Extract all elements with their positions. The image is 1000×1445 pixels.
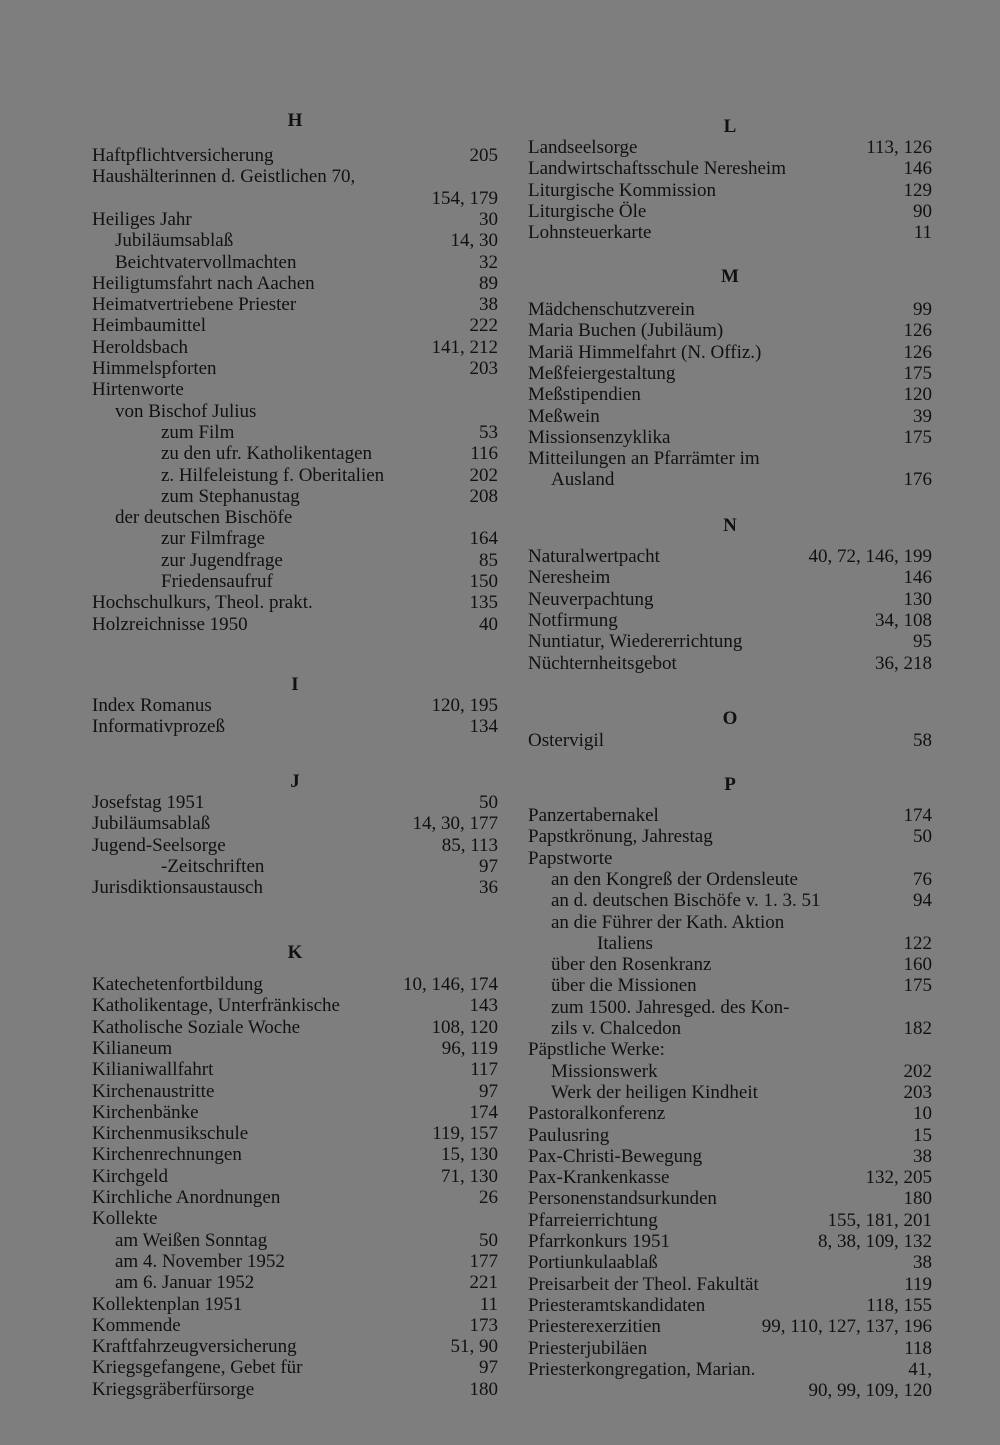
- entry-term: Kirchliche Anordnungen: [92, 1187, 281, 1208]
- index-entry: [528, 1039, 932, 1061]
- entry-term: Hirtenworte: [92, 379, 184, 401]
- entry-term: Mädchenschutzverein: [528, 299, 695, 320]
- entry-pages: 85, 113: [441, 834, 498, 856]
- index-entry: [92, 1272, 498, 1294]
- index-entry: [528, 1380, 932, 1402]
- entry-pages: 30: [479, 208, 498, 230]
- section-letter-o: O: [722, 708, 738, 729]
- entry-term: Jurisdiktionsaustausch: [92, 877, 263, 899]
- entry-pages: 119: [904, 1273, 932, 1295]
- entry-term: Liturgische Kommission: [528, 179, 717, 201]
- entry-term: -Zeitschriften: [161, 855, 265, 877]
- entry-term: Informativprozeß: [92, 716, 225, 738]
- index-entry: [92, 1294, 498, 1316]
- index-entry: [528, 469, 932, 491]
- entry-term: Priesterexerzitien: [528, 1316, 661, 1338]
- entry-pages: 108, 120: [431, 1016, 498, 1038]
- index-entry: [92, 401, 498, 423]
- entry-term: Heroldsbach: [92, 336, 189, 358]
- entry-pages: 85: [479, 549, 498, 571]
- index-entry: [92, 1144, 498, 1166]
- entry-pages: 97: [479, 855, 498, 877]
- entry-term: Notfirmung: [528, 609, 618, 631]
- index-entry: [92, 1081, 498, 1103]
- entry-term: Kirchenbänke: [92, 1101, 199, 1123]
- entry-term: Personenstandsurkunden: [528, 1188, 717, 1210]
- entry-term: Päpstliche Werke:: [528, 1039, 665, 1061]
- section-letter-p: P: [724, 774, 736, 795]
- entry-pages: 15, 130: [441, 1144, 498, 1166]
- index-entry: [528, 1188, 932, 1210]
- index-entry: [92, 188, 498, 210]
- entry-term: Katechetenfortbildung: [92, 974, 263, 995]
- index-entry: [92, 358, 498, 380]
- entry-pages: 51, 90: [450, 1336, 498, 1358]
- index-entry: [528, 1274, 932, 1296]
- entry-term: Panzertabernakel: [528, 805, 659, 826]
- entry-pages: 8, 38, 109, 132: [818, 1231, 932, 1252]
- entry-term: Portiunkulaablaß: [528, 1252, 658, 1274]
- index-entry: [528, 1125, 932, 1147]
- index-entry: [528, 1082, 932, 1104]
- entry-pages: 76: [913, 868, 932, 890]
- index-entry: [528, 384, 932, 406]
- entry-term: Kollektenplan 1951: [92, 1293, 243, 1315]
- entry-term: Mariä Himmelfahrt (N. Offiz.): [528, 341, 762, 363]
- index-entry: [92, 209, 498, 231]
- index-entry: [528, 610, 932, 632]
- entry-pages: 141, 212: [431, 336, 498, 358]
- entry-pages: 120, 195: [431, 695, 498, 716]
- entry-term: Friedensaufruf: [161, 571, 273, 592]
- index-entry: [92, 856, 498, 878]
- entry-term: zum Film: [161, 421, 235, 443]
- entry-pages: 89: [479, 272, 498, 294]
- entry-term: Papstworte: [528, 847, 613, 869]
- entry-term: Landwirtschaftsschule Neresheim: [528, 158, 786, 180]
- entry-pages: 50: [479, 1229, 498, 1251]
- index-entry: [528, 406, 932, 428]
- entry-term: Kirchenmusikschule: [92, 1123, 249, 1145]
- index-entry: [92, 716, 498, 738]
- entry-pages: 14, 30: [450, 230, 498, 252]
- index-entry: [528, 546, 932, 568]
- entry-term: Kriegsgefangene, Gebet für: [92, 1357, 303, 1379]
- index-entry: [92, 1187, 498, 1209]
- index-entry: [92, 974, 498, 996]
- entry-pages: 11: [913, 222, 932, 244]
- entry-pages: 117: [470, 1059, 498, 1081]
- entry-term: Nüchternheitsgebot: [528, 652, 677, 674]
- index-entry: [528, 1359, 932, 1381]
- entry-term: Liturgische Öle: [528, 200, 647, 222]
- index-entry: [92, 465, 498, 487]
- index-entry: [92, 995, 498, 1017]
- index-entry: [92, 1315, 498, 1337]
- entry-pages: 71, 130: [441, 1165, 498, 1187]
- index-entry: [92, 507, 498, 529]
- entry-term: Preisarbeit der Theol. Fakultät: [528, 1273, 759, 1295]
- entry-term: Jubiläumsablaß: [115, 230, 234, 252]
- entry-term: Landseelsorge: [528, 137, 638, 158]
- entry-term: Heimbaumittel: [92, 315, 206, 337]
- entry-term: Werk der heiligen Kindheit: [551, 1081, 758, 1103]
- entry-term: der deutschen Bischöfe: [115, 507, 293, 529]
- entry-pages: 116: [470, 443, 498, 465]
- entry-pages: 38: [913, 1145, 932, 1167]
- entry-term: Missionsenzyklika: [528, 426, 671, 448]
- index-entry: [92, 1208, 498, 1230]
- index-entry: [528, 320, 932, 342]
- entry-term: an d. deutschen Bischöfe v. 1. 3. 51: [551, 890, 821, 912]
- entry-term: Heiliges Jahr: [92, 208, 192, 230]
- entry-pages: 134: [469, 716, 498, 738]
- entry-pages: 10: [913, 1103, 932, 1125]
- entry-term: über den Rosenkranz: [551, 954, 712, 976]
- index-entry: [92, 1166, 498, 1188]
- index-entry: [528, 1295, 932, 1317]
- index-entry: [92, 592, 498, 614]
- entry-pages: 174: [903, 805, 932, 826]
- entry-term: Priesterkongregation, Marian.: [528, 1358, 756, 1380]
- index-entry: [92, 1379, 498, 1401]
- index-entry: [92, 571, 498, 593]
- entry-term: Jubiläumsablaß: [92, 813, 211, 835]
- entry-pages: 175: [903, 362, 932, 384]
- index-entry: [92, 550, 498, 572]
- entry-term: Beichtvatervollmachten: [115, 251, 297, 273]
- entry-pages: 53: [479, 421, 498, 443]
- entry-pages: 41,: [908, 1358, 932, 1380]
- entry-pages: 99: [913, 299, 932, 320]
- index-entry: [528, 912, 932, 934]
- entry-pages: 182: [903, 1018, 932, 1039]
- section-letter-n: N: [723, 515, 737, 536]
- entry-pages: 221: [469, 1272, 498, 1294]
- entry-pages: 174: [469, 1101, 498, 1123]
- index-entry: [528, 730, 932, 752]
- index-entry: [528, 1316, 932, 1338]
- entry-term: am Weißen Sonntag: [115, 1229, 268, 1251]
- entry-term: Papstkrönung, Jahrestag: [528, 826, 713, 848]
- entry-term: Kriegsgräberfürsorge: [92, 1378, 255, 1400]
- entry-pages: 180: [469, 1378, 498, 1400]
- entry-pages: 50: [913, 826, 932, 848]
- entry-term: Pfarrkonkurs 1951: [528, 1231, 670, 1252]
- index-entry: [528, 567, 932, 589]
- entry-pages: 176: [903, 469, 932, 491]
- index-entry: [528, 869, 932, 891]
- index-entry: [92, 166, 498, 188]
- entry-term: zum Stephanustag: [161, 485, 300, 507]
- index-entry: [528, 427, 932, 449]
- entry-pages: 130: [903, 588, 932, 610]
- entry-pages: 26: [479, 1187, 498, 1208]
- index-entry: [92, 1357, 498, 1379]
- index-entry: [92, 315, 498, 337]
- entry-pages: 146: [903, 158, 932, 180]
- index-entry: [92, 273, 498, 295]
- index-entry: [92, 835, 498, 857]
- section-letter-m: M: [721, 266, 739, 287]
- entry-term: Paulusring: [528, 1124, 610, 1146]
- entry-pages: 203: [903, 1081, 932, 1103]
- index-entry: [528, 158, 932, 180]
- entry-pages: 97: [479, 1357, 498, 1379]
- entry-pages: 177: [469, 1250, 498, 1272]
- entry-term: Heiligtumsfahrt nach Aachen: [92, 272, 315, 294]
- index-entry: [92, 813, 498, 835]
- entry-pages: 99, 110, 127, 137, 196: [761, 1316, 932, 1338]
- index-entry: [528, 299, 932, 321]
- entry-term: Himmelspforten: [92, 358, 217, 379]
- index-entry: [528, 1018, 932, 1040]
- entry-term: Kilianiwallfahrt: [92, 1059, 214, 1081]
- entry-term: Ostervigil: [528, 730, 604, 751]
- index-entry: [92, 1123, 498, 1145]
- index-entry: [92, 695, 498, 717]
- entry-term: Haftpflichtversicherung: [92, 145, 274, 166]
- index-entry: [528, 1103, 932, 1125]
- entry-pages: 39: [913, 405, 932, 427]
- entry-pages: 36, 218: [875, 652, 932, 674]
- index-entry: [92, 614, 498, 636]
- index-entry: [528, 890, 932, 912]
- entry-term: Priesteramtskandidaten: [528, 1294, 706, 1316]
- entry-term: über die Missionen: [551, 975, 697, 997]
- entry-term: Kirchenaustritte: [92, 1080, 215, 1102]
- entry-term: Josefstag 1951: [92, 792, 205, 813]
- entry-pages: 118, 155: [866, 1294, 932, 1316]
- entry-pages: 58: [913, 730, 932, 751]
- entry-term: zur Filmfrage: [161, 528, 265, 550]
- entry-term: Jugend-Seelsorge: [92, 834, 226, 856]
- index-entry: [92, 877, 498, 899]
- index-entry: [528, 222, 932, 244]
- index-entry: [528, 997, 932, 1019]
- entry-pages: 202: [903, 1060, 932, 1082]
- entry-term: Haushälterinnen d. Geistlichen 70,: [92, 166, 356, 188]
- index-entry: [528, 1338, 932, 1360]
- entry-term: Ausland: [551, 469, 615, 491]
- entry-term: z. Hilfeleistung f. Oberitalien: [161, 464, 385, 486]
- index-entry: [92, 294, 498, 316]
- index-entry: [528, 363, 932, 385]
- entry-pages: 40, 72, 146, 199: [808, 546, 932, 567]
- entry-pages: 38: [913, 1252, 932, 1274]
- index-entry: [92, 1038, 498, 1060]
- index-entry: [528, 1061, 932, 1083]
- entry-term: Holzreichnisse 1950: [92, 613, 248, 635]
- index-entry: [92, 1102, 498, 1124]
- index-entry: [528, 975, 932, 997]
- index-entry: [92, 230, 498, 252]
- index-entry: [528, 1252, 932, 1274]
- entry-term: Pfarreierrichtung: [528, 1209, 658, 1231]
- section-letter-i: I: [291, 674, 299, 695]
- entry-pages: 15: [913, 1124, 932, 1146]
- entry-pages: 10, 146, 174: [403, 974, 498, 995]
- entry-pages: 36: [479, 877, 498, 899]
- index-entry: [92, 422, 498, 444]
- index-entry: [528, 137, 932, 159]
- index-entry: [528, 653, 932, 675]
- entry-pages: 164: [469, 528, 498, 550]
- index-entry: [528, 589, 932, 611]
- index-entry: [528, 954, 932, 976]
- entry-pages: 90: [913, 200, 932, 222]
- entry-pages: 203: [469, 358, 498, 379]
- entry-term: Neuverpachtung: [528, 588, 654, 610]
- entry-pages: 222: [469, 315, 498, 337]
- index-entry: [92, 792, 498, 814]
- entry-pages: 143: [469, 995, 498, 1017]
- entry-term: Naturalwertpacht: [528, 546, 660, 567]
- entry-pages: 40: [479, 613, 498, 635]
- index-entry: [92, 379, 498, 401]
- entry-pages: 95: [913, 631, 932, 653]
- index-entry: [528, 1167, 932, 1189]
- entry-term: Meßstipendien: [528, 384, 641, 406]
- entry-term: Kommende: [92, 1314, 181, 1336]
- index-entry: [528, 933, 932, 955]
- entry-pages: 126: [903, 320, 932, 342]
- entry-pages: 208: [469, 485, 498, 507]
- entry-term: Kraftfahrzeugversicherung: [92, 1336, 297, 1358]
- index-entry: [528, 1231, 932, 1253]
- entry-pages: 122: [903, 932, 932, 954]
- entry-pages: 120: [903, 384, 932, 406]
- entry-term: Kirchenrechnungen: [92, 1144, 242, 1166]
- entry-term: Missionswerk: [551, 1060, 658, 1082]
- index-entry: [92, 1230, 498, 1252]
- entry-term: zu den ufr. Katholikentagen: [161, 443, 373, 465]
- entry-term: Heimatvertriebene Priester: [92, 294, 297, 316]
- entry-term: zils v. Chalcedon: [551, 1018, 682, 1039]
- index-entry: [528, 201, 932, 223]
- entry-pages: 113, 126: [866, 137, 932, 158]
- entry-term: an die Führer der Kath. Aktion: [551, 911, 785, 933]
- index-entry: [528, 342, 932, 364]
- entry-term: Mitteilungen an Pfarrämter im: [528, 448, 760, 470]
- entry-term: Meßwein: [528, 405, 600, 427]
- entry-pages: 205: [469, 145, 498, 166]
- entry-pages: 132, 205: [865, 1167, 932, 1189]
- index-entry: [528, 631, 932, 653]
- section-letter-h: H: [287, 110, 303, 131]
- entry-pages: 175: [903, 975, 932, 997]
- entry-term: am 4. November 1952: [115, 1250, 285, 1272]
- entry-term: Kirchgeld: [92, 1165, 168, 1187]
- entry-term: Katholikentage, Unterfränkische: [92, 995, 340, 1017]
- entry-pages: 34, 108: [875, 609, 932, 631]
- entry-pages: 173: [469, 1314, 498, 1336]
- index-entry: [528, 448, 932, 470]
- index-entry: [528, 1210, 932, 1232]
- section-letter-j: J: [290, 771, 300, 792]
- entry-term: Italiens: [597, 932, 653, 954]
- index-entry: [528, 1146, 932, 1168]
- entry-pages: 94: [913, 890, 932, 912]
- index-entry: [92, 443, 498, 465]
- entry-term: zur Jugendfrage: [161, 549, 283, 571]
- index-entry: [92, 1336, 498, 1358]
- index-entry: [92, 528, 498, 550]
- index-entry: [528, 805, 932, 827]
- entry-pages: 180: [903, 1188, 932, 1210]
- index-entry: [92, 1017, 498, 1039]
- index-entry: [92, 1251, 498, 1273]
- entry-pages: 150: [469, 571, 498, 592]
- entry-term: Pax-Krankenkasse: [528, 1167, 670, 1189]
- entry-pages: 11: [479, 1293, 498, 1315]
- entry-pages: 14, 30, 177: [412, 813, 498, 835]
- entry-term: am 6. Januar 1952: [115, 1272, 255, 1294]
- section-letter-l: L: [723, 116, 737, 137]
- entry-pages: 154, 179: [431, 187, 498, 209]
- entry-term: Pax-Christi-Bewegung: [528, 1145, 703, 1167]
- entry-pages: 38: [479, 294, 498, 316]
- index-entry: [92, 337, 498, 359]
- index-entry: [92, 145, 498, 167]
- entry-pages: 119, 157: [432, 1123, 498, 1145]
- entry-pages: 96, 119: [441, 1037, 498, 1059]
- entry-term: zum 1500. Jahresged. des Kon-: [551, 996, 790, 1018]
- entry-term: Neresheim: [528, 567, 611, 589]
- entry-term: Pastoralkonferenz: [528, 1103, 666, 1125]
- index-entry: [528, 180, 932, 202]
- entry-pages: 129: [903, 179, 932, 201]
- entry-term: Hochschulkurs, Theol. prakt.: [92, 592, 313, 614]
- entry-term: Index Romanus: [92, 695, 212, 716]
- entry-term: Kilianeum: [92, 1037, 173, 1059]
- entry-pages: 155, 181, 201: [827, 1209, 932, 1231]
- section-letter-k: K: [287, 942, 303, 963]
- entry-pages: 175: [903, 426, 932, 448]
- index-entry: [528, 848, 932, 870]
- entry-pages: 118: [904, 1337, 932, 1359]
- index-entry: [528, 826, 932, 848]
- entry-term: Meßfeiergestaltung: [528, 362, 676, 384]
- entry-term: von Bischof Julius: [115, 400, 257, 422]
- entry-pages: 146: [903, 567, 932, 589]
- entry-pages: 32: [479, 251, 498, 273]
- entry-pages: 202: [469, 464, 498, 486]
- entry-pages: 97: [479, 1080, 498, 1102]
- entry-term: Nuntiatur, Wiedererrichtung: [528, 631, 743, 653]
- entry-pages: 160: [903, 954, 932, 976]
- entry-term: Maria Buchen (Jubiläum): [528, 320, 724, 342]
- entry-pages: 126: [903, 341, 932, 363]
- index-entry: [92, 486, 498, 508]
- entry-term: Katholische Soziale Woche: [92, 1016, 301, 1038]
- entry-term: Lohnsteuerkarte: [528, 222, 652, 244]
- index-entry: [92, 1059, 498, 1081]
- entry-pages: 90, 99, 109, 120: [808, 1380, 932, 1402]
- entry-term: Priesterjubiläen: [528, 1337, 648, 1359]
- entry-term: Kollekte: [92, 1208, 158, 1230]
- entry-pages: 50: [479, 792, 498, 813]
- entry-term: an den Kongreß der Ordensleute: [551, 868, 798, 890]
- entry-pages: 135: [469, 592, 498, 614]
- index-entry: [92, 252, 498, 274]
